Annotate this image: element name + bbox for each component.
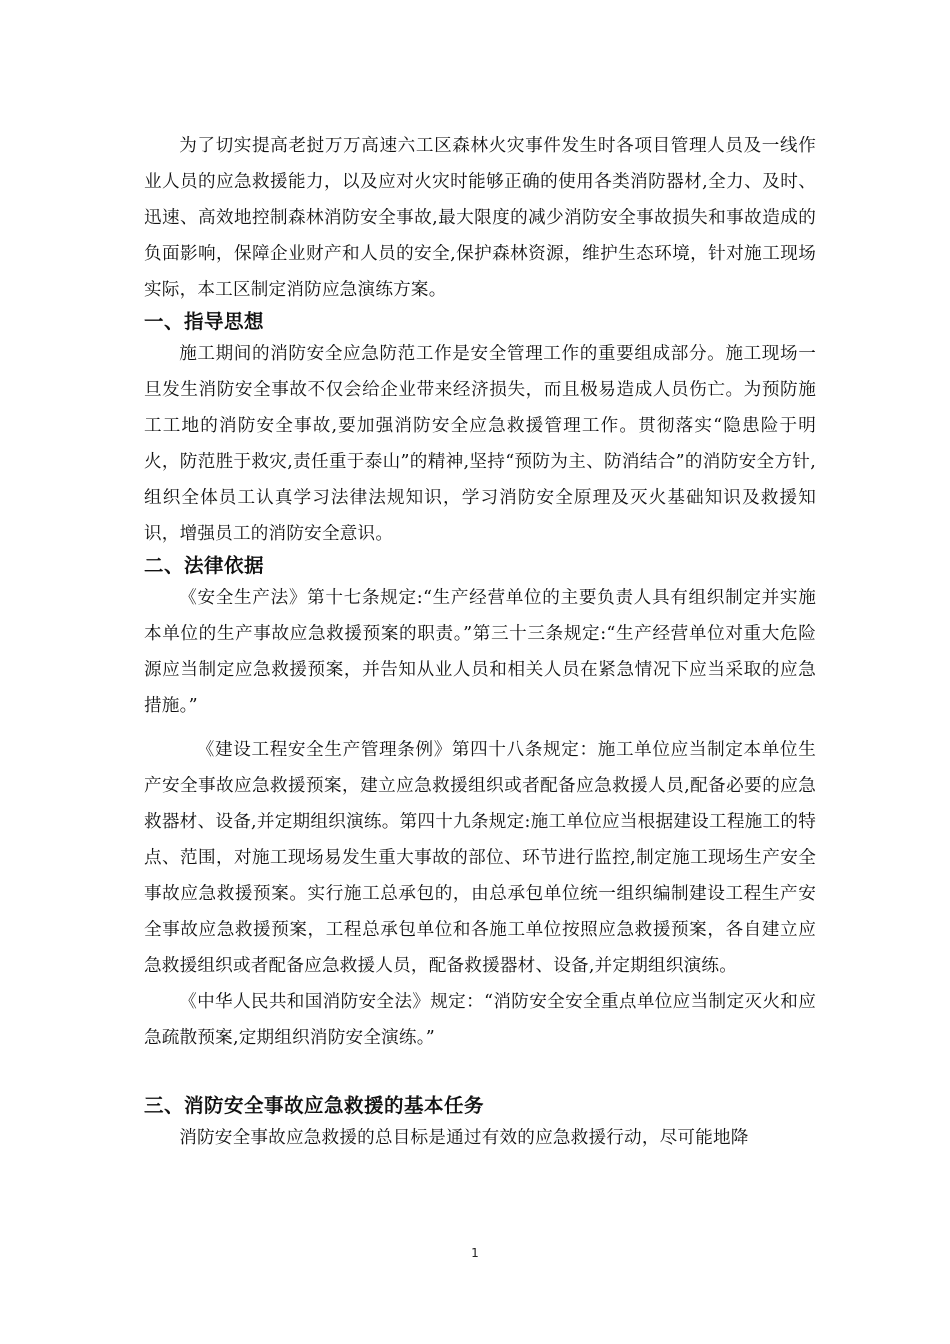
legal-basis-paragraph-construction-regulation: 《建设工程安全生产管理条例》第四十八条规定：施工单位应当制定本单位生产安全事故应急救援预案，建立应急救援组织或者配备应急救援人员,配备必要的应急救器材、设备,并定期组织演练。第四十九条规定:施工单位应当根据建设工程施工的特点、范围，对施工现场易发生重大事故的部位、环节进行监控,制定施工现场生产安全事故应急救援预案。实行施工总承包的，由总承包单位统一组织编制建设工程生产安全事故应急救援预案，工程总承包单位和各施工单位按照应急救援预案，各自建立应急救援组织或者配备应急救援人员，配备救援器材、设备,并定期组织演练。 bbox=[144, 740, 816, 976]
section-heading-legal-basis: 二、法律依据 bbox=[144, 554, 265, 577]
legal-basis-paragraph-fire-law: 《中华人民共和国消防安全法》规定：“消防安全安全重点单位应当制定灭火和应急疏散预案,定期组织消防安全演练。” bbox=[144, 992, 816, 1048]
guiding-ideology-paragraph: 施工期间的消防安全应急防范工作是安全管理工作的重要组成部分。施工现场一旦发生消防安全事故不仅会给企业带来经济损失，而且极易造成人员伤亡。为预防施工工地的消防安全事故,要加强消防安全应急救援管理工作。贯彻落实“隐患险于明火，防范胜于救灾,责任重于泰山”的精神,坚持“预防为主、防消结合”的消防安全方针,组织全体员工认真学习法律法规知识，学习消防安全原理及灭火基础知识及救援知识，增强员工的消防安全意识。 bbox=[144, 344, 816, 544]
document-body bbox=[144, 128, 816, 1156]
section-heading-guiding-ideology: 一、指导思想 bbox=[144, 310, 265, 333]
legal-basis-paragraph-safety-law: 《安全生产法》第十七条规定:“生产经营单位的主要负责人具有组织制定并实施本单位的生产事故应急救援预案的职责。”第三十三条规定:“生产经营单位对重大危险源应当制定应急救援预案，并告知从业人员和相关人员在紧急情况下应当采取的应急措施。” bbox=[144, 588, 816, 716]
intro-paragraph: 为了切实提高老挝万万高速六工区森林火灾事件发生时各项目管理人员及一线作业人员的应急救援能力，以及应对火灾时能够正确的使用各类消防器材,全力、及时、迅速、高效地控制森林消防安全事故,最大限度的减少消防安全事故损失和事故造成的负面影响，保障企业财产和人员的安全,保护森林资源，维护生态环境，针对施工现场实际，本工区制定消防应急演练方案。 bbox=[144, 136, 816, 300]
basic-tasks-paragraph: 消防安全事故应急救援的总目标是通过有效的应急救援行动，尽可能地降 bbox=[179, 1128, 749, 1148]
page-number: 1 bbox=[471, 1246, 479, 1260]
section-heading-basic-tasks: 三、消防安全事故应急救援的基本任务 bbox=[144, 1094, 485, 1117]
section-spacer bbox=[144, 1056, 816, 1092]
paragraph-spacer bbox=[144, 724, 816, 732]
